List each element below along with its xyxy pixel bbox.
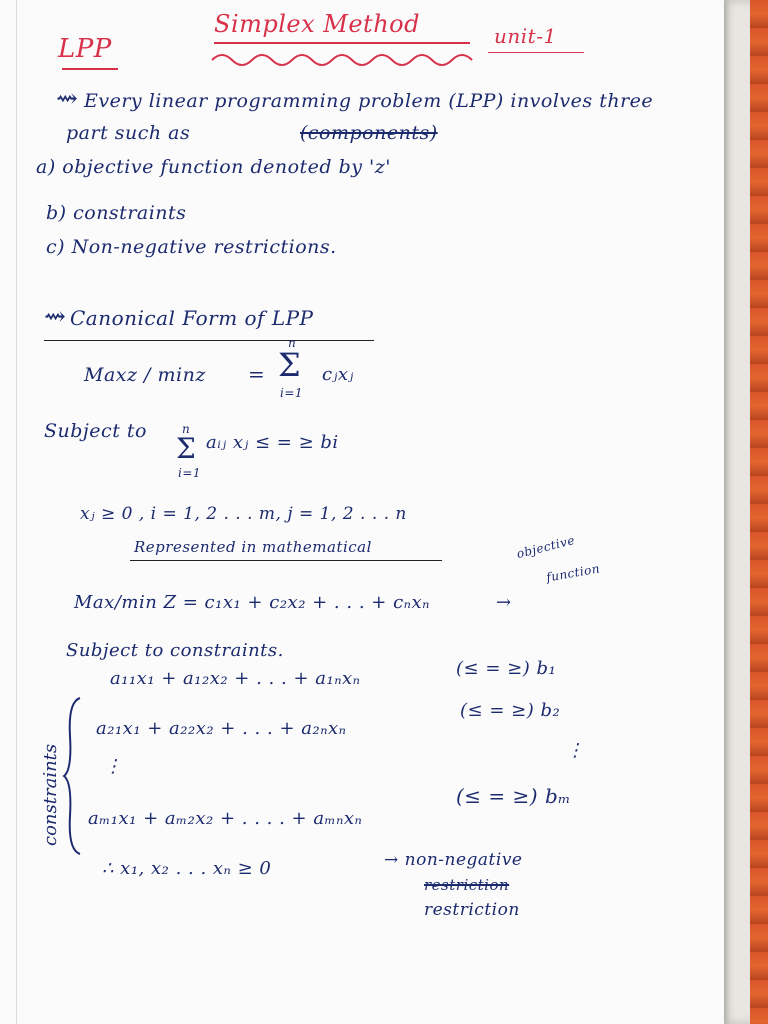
math-heading-underline xyxy=(130,560,442,561)
intro-line-1: Every linear programming problem (LPP) involves three xyxy=(84,90,654,112)
constraint-row-1-rhs: (≤ = ≥) b₁ xyxy=(456,658,557,679)
arrow-bullet-1: ⇝ xyxy=(56,84,79,114)
therefore-nonneg: ∴ x₁, x₂ . . . xₙ ≥ 0 xyxy=(102,858,272,879)
title-wavy-underline xyxy=(210,48,480,68)
constraint-row-3-rhs: (≤ = ≥) bₘ xyxy=(456,784,572,808)
constraint-row-2-lhs: a₂₁x₁ + a₂₂x₂ + . . . + a₂ₙxₙ xyxy=(96,718,347,739)
sigma-symbol: Σ xyxy=(278,346,302,384)
arrow-icon: → xyxy=(496,592,512,613)
item-objective: a) objective function denoted by 'z' xyxy=(36,156,392,178)
objective-term: cⱼxⱼ xyxy=(322,364,354,385)
nonneg-condition: xⱼ ≥ 0 , i = 1, 2 . . . m, j = 1, 2 . . . n xyxy=(80,504,407,524)
intro-line-2b: (components) xyxy=(300,122,438,144)
sigma-bottom: i=1 xyxy=(280,386,304,400)
constraint-row-3-lhs: aₘ₁x₁ + aₘ₂x₂ + . . . . + aₘₙxₙ xyxy=(88,808,363,829)
sigma-top: n xyxy=(288,336,297,350)
math-subject-to: Subject to constraints. xyxy=(66,640,284,661)
constraint-row-1-lhs: a₁₁x₁ + a₁₂x₂ + . . . + a₁ₙxₙ xyxy=(110,668,361,689)
unit-label: unit-1 xyxy=(494,24,557,48)
math-heading: Represented in mathematical xyxy=(134,538,372,556)
nonneg-note-2: restriction xyxy=(424,876,510,894)
objective-lhs: Maxz / minz xyxy=(84,364,206,386)
item-nonneg: c) Non-negative restrictions. xyxy=(46,236,337,258)
c-sigma-top: n xyxy=(182,422,191,436)
item-constraints: b) constraints xyxy=(46,202,187,224)
nonneg-note-1: → non-negative xyxy=(384,850,523,870)
unit-underline xyxy=(488,52,584,53)
objective-note-2: function xyxy=(545,561,602,585)
margin-line xyxy=(16,0,17,1024)
vertical-dots-left: ⋮ xyxy=(104,756,123,777)
constraint-term: aᵢⱼ xⱼ ≤ = ≥ bi xyxy=(206,432,339,453)
fabric-edge xyxy=(750,0,768,1024)
topic-underline xyxy=(62,68,118,70)
objective-eq: = xyxy=(248,362,266,386)
page-title: Simplex Method xyxy=(214,10,420,38)
objective-note-1: objective xyxy=(515,533,577,561)
c-sigma-symbol: Σ xyxy=(176,432,197,465)
constraint-row-2-rhs: (≤ = ≥) b₂ xyxy=(460,700,561,721)
title-underline xyxy=(214,42,470,44)
vertical-dots-right: ⋮ xyxy=(566,740,585,761)
constraints-brace xyxy=(62,696,84,860)
c-sigma-bottom: i=1 xyxy=(178,466,202,480)
arrow-bullet-2: ⇝ xyxy=(44,302,67,332)
intro-line-2a: part such as xyxy=(66,122,191,144)
subject-to: Subject to xyxy=(44,420,147,442)
constraints-label: constraints xyxy=(40,743,61,846)
nonneg-note-3: restriction xyxy=(424,900,520,920)
canonical-underline xyxy=(44,340,374,341)
math-objective: Max/min Z = c₁x₁ + c₂x₂ + . . . + cₙxₙ xyxy=(74,592,430,613)
topic-label: LPP xyxy=(58,34,112,64)
canonical-heading: Canonical Form of LPP xyxy=(70,306,314,330)
